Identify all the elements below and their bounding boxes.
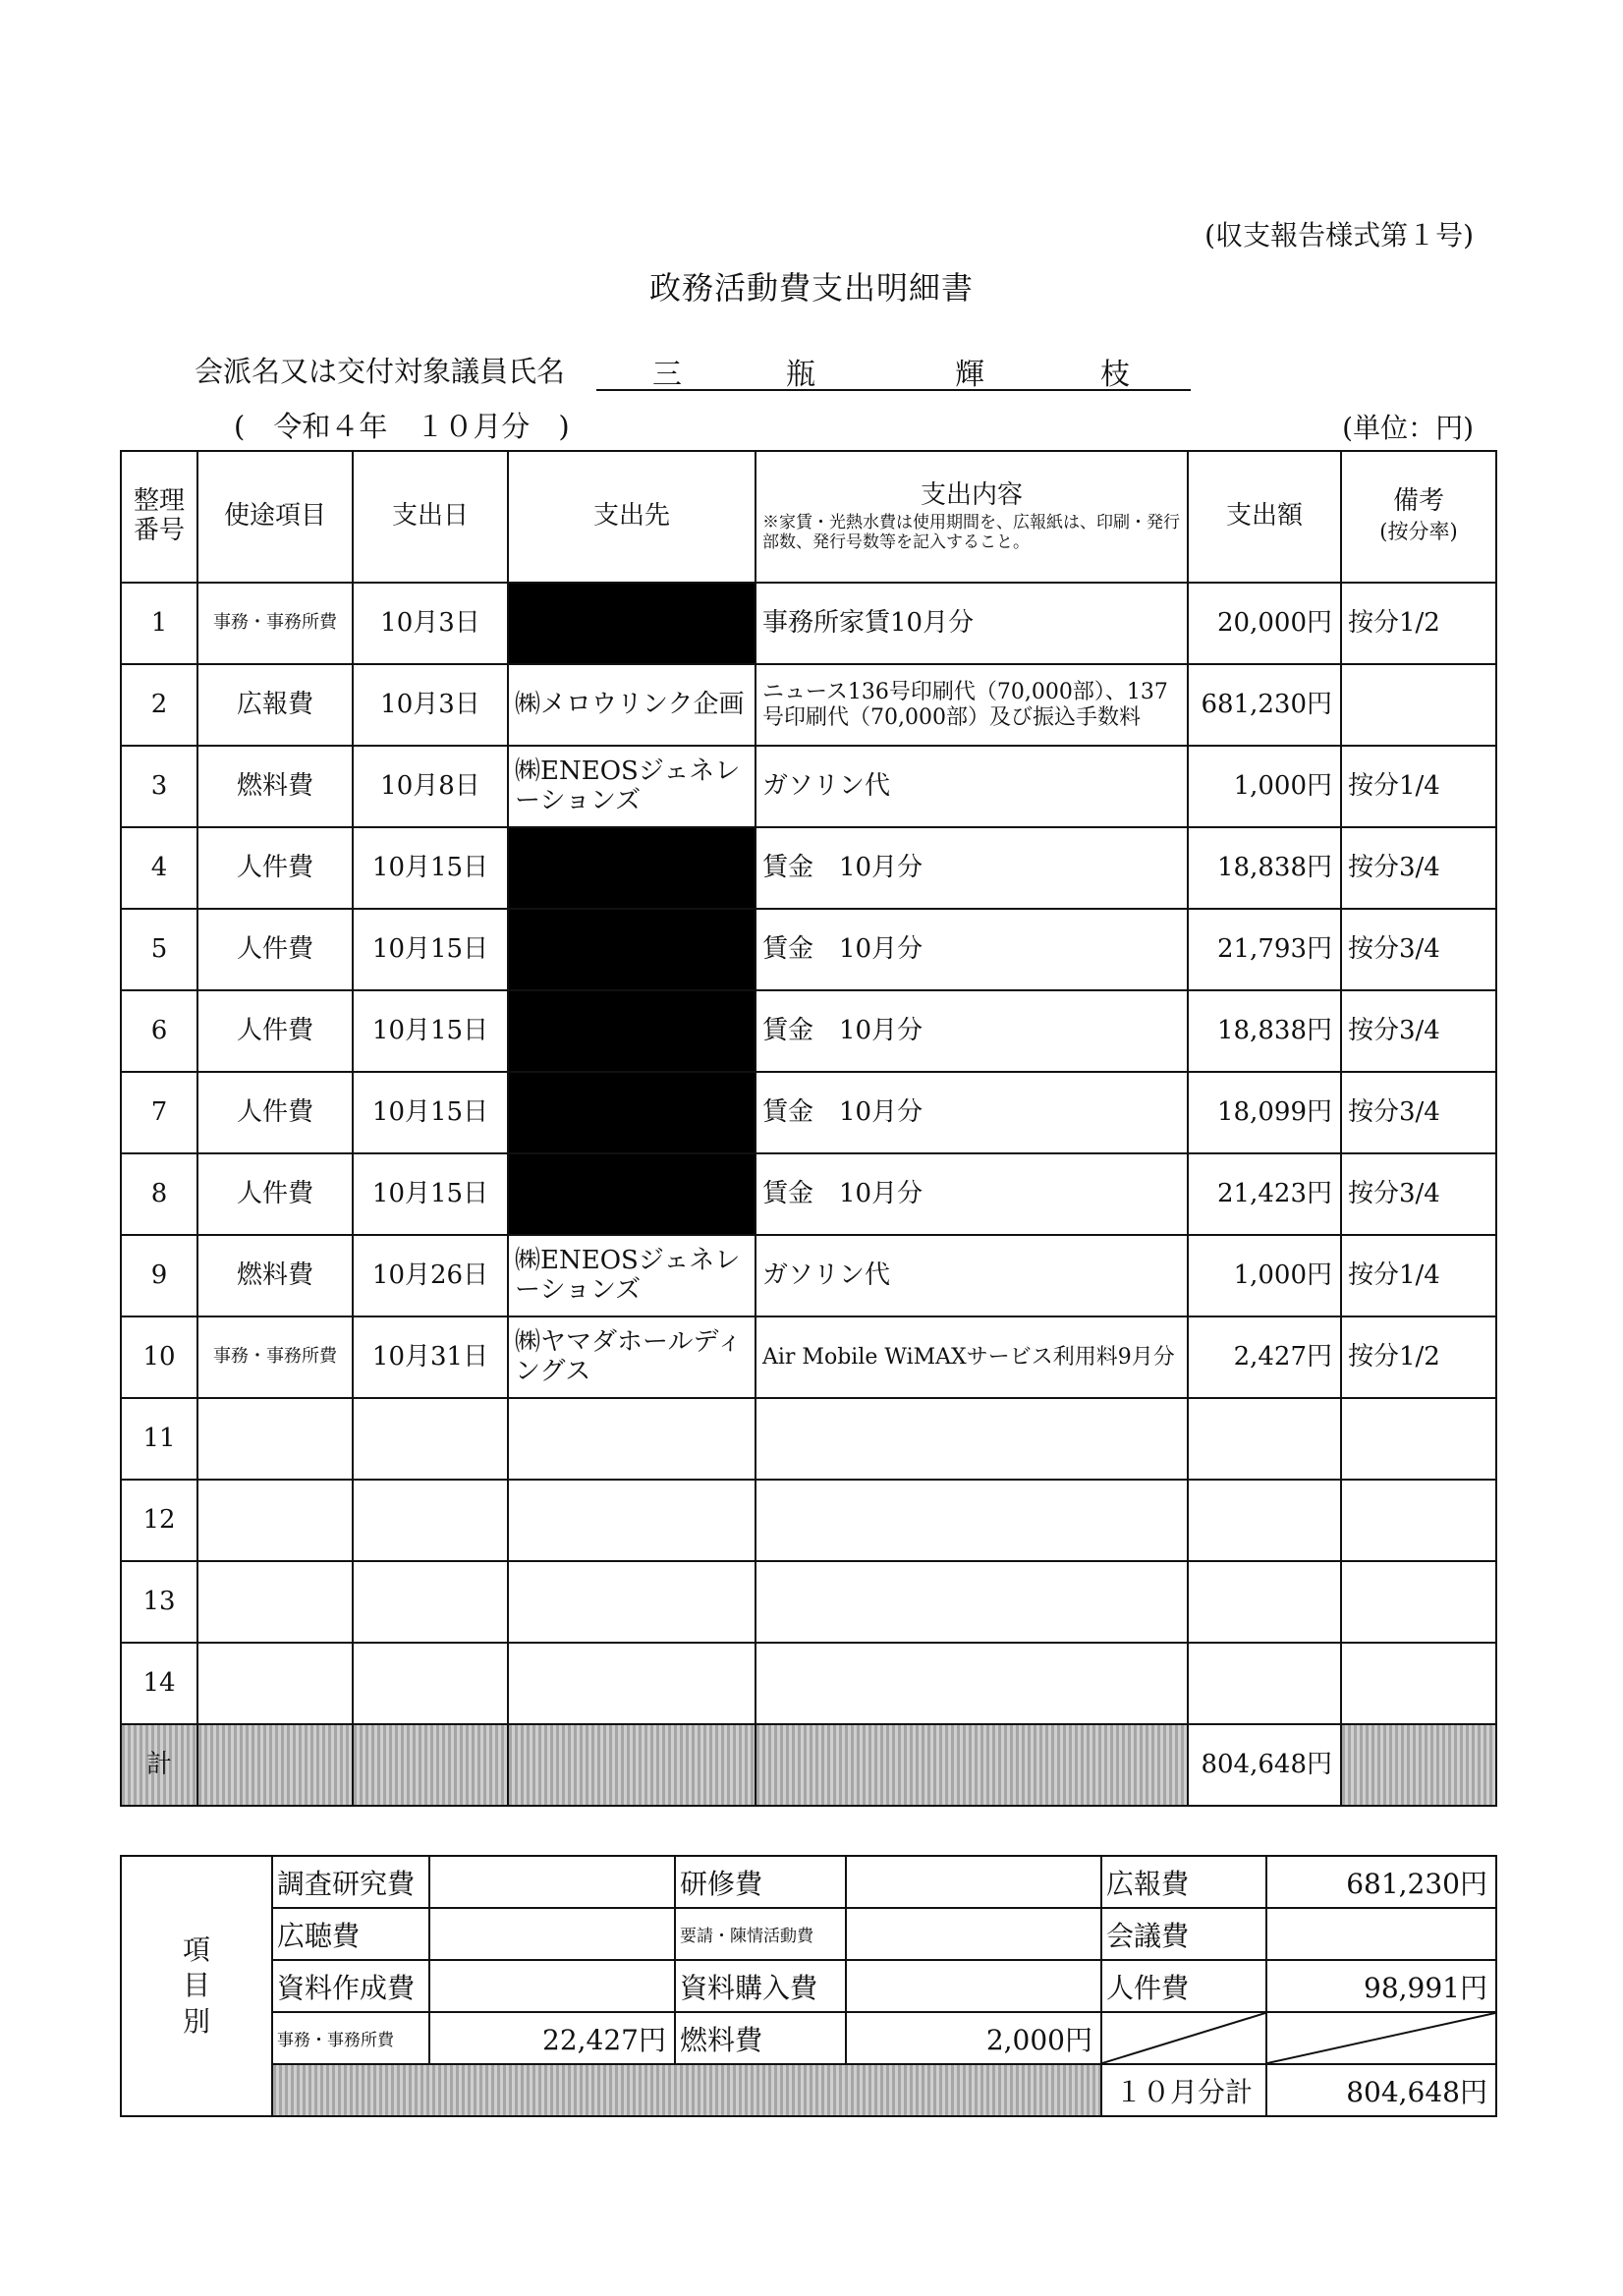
header-content: 支出内容 ※家賃・光熱水費は使用期間を、広報紙は、印刷・発行部数、発行号数等を記入すること。 (756, 451, 1188, 583)
row-number: 10 (121, 1316, 197, 1398)
row-amount (1188, 1561, 1341, 1643)
row-date: 10月31日 (353, 1316, 508, 1398)
summary-slash-cell (1266, 2012, 1496, 2064)
summary-month-total-value: 804,648円 (1266, 2064, 1496, 2116)
row-content: 事務所家賃10月分 (756, 583, 1188, 664)
member-name-char: 輝 (955, 358, 984, 392)
row-remarks: 按分3/4 (1341, 1153, 1496, 1235)
row-amount (1188, 1480, 1341, 1561)
header-row (121, 451, 1496, 583)
row-category: 事務・事務所費 (197, 1316, 353, 1398)
row-remarks: 按分1/2 (1341, 1316, 1496, 1398)
shaded-cell (353, 1724, 508, 1806)
row-payee (508, 1480, 756, 1561)
row-content: 賃金 10月分 (756, 827, 1188, 909)
row-category: 人件費 (197, 827, 353, 909)
summary-meeting-value (1266, 1908, 1496, 1960)
row-date (353, 1561, 508, 1643)
summary-research-value (429, 1856, 675, 1908)
row-date: 10月15日 (353, 909, 508, 990)
member-name-underline (596, 389, 1191, 391)
row-category: 人件費 (197, 909, 353, 990)
summary-pr-value: 681,230円 (1266, 1856, 1496, 1908)
row-date: 10月15日 (353, 827, 508, 909)
summary-office-label: 事務・事務所費 (272, 2012, 429, 2064)
summary-research-label: 調査研究費 (272, 1856, 429, 1908)
table-row (121, 1643, 1496, 1724)
expense-table (120, 450, 1497, 1807)
redacted-payee (508, 1072, 756, 1153)
total-row (121, 1724, 1496, 1806)
summary-materials-buy-label: 資料購入費 (675, 1960, 846, 2012)
row-amount: 18,838円 (1188, 990, 1341, 1072)
row-date (353, 1643, 508, 1724)
summary-pr-label: 広報費 (1101, 1856, 1266, 1908)
member-label: 会派名又は交付対象議員氏名 (195, 355, 566, 388)
shaded-cell (756, 1724, 1188, 1806)
row-category: 燃料費 (197, 1235, 353, 1316)
summary-personnel-label: 人件費 (1101, 1960, 1266, 2012)
row-category: 人件費 (197, 990, 353, 1072)
table-row (121, 1480, 1496, 1561)
table-row (121, 827, 1496, 909)
row-remarks: 按分3/4 (1341, 827, 1496, 909)
row-number: 6 (121, 990, 197, 1072)
header-amount: 支出額 (1188, 451, 1341, 583)
member-name-char: 瓶 (786, 358, 815, 392)
redacted-payee (508, 827, 756, 909)
row-category: 事務・事務所費 (197, 583, 353, 664)
row-number: 8 (121, 1153, 197, 1235)
row-number: 1 (121, 583, 197, 664)
row-date: 10月15日 (353, 1072, 508, 1153)
row-category (197, 1398, 353, 1480)
row-content: ニュース136号印刷代（70,000部）、137号印刷代（70,000部）及び振込手数料 (756, 664, 1188, 746)
row-date: 10月15日 (353, 1153, 508, 1235)
table-row (121, 583, 1496, 664)
row-payee (508, 1398, 756, 1480)
summary-meeting-label: 会議費 (1101, 1908, 1266, 1960)
row-number: 12 (121, 1480, 197, 1561)
header-payee: 支出先 (508, 451, 756, 583)
row-date (353, 1398, 508, 1480)
redacted-payee (508, 909, 756, 990)
period: ( 令和４年 １０月分 ) (234, 410, 570, 443)
row-remarks (1341, 1561, 1496, 1643)
row-payee: ㈱ヤマダホールディングス (508, 1316, 756, 1398)
table-row (121, 664, 1496, 746)
redacted-payee (508, 990, 756, 1072)
row-payee (508, 1643, 756, 1724)
member-name-char: 三 (652, 358, 682, 392)
redacted-payee (508, 1153, 756, 1235)
shaded-cell (197, 1724, 353, 1806)
row-content: ガソリン代 (756, 1235, 1188, 1316)
summary-petition-value (846, 1908, 1101, 1960)
row-category (197, 1480, 353, 1561)
summary-materials-buy-value (846, 1960, 1101, 2012)
document-title: 政務活動費支出明細書 (648, 269, 974, 307)
row-amount (1188, 1643, 1341, 1724)
row-remarks (1341, 1398, 1496, 1480)
row-remarks: 按分3/4 (1341, 990, 1496, 1072)
summary-shaded-cell (272, 2064, 1101, 2116)
row-remarks (1341, 1480, 1496, 1561)
row-category: 人件費 (197, 1072, 353, 1153)
row-payee: ㈱ENEOSジェネレーションズ (508, 746, 756, 827)
row-remarks: 按分3/4 (1341, 909, 1496, 990)
summary-by-category (120, 1855, 1497, 2117)
row-category (197, 1643, 353, 1724)
row-date: 10月15日 (353, 990, 508, 1072)
row-number: 3 (121, 746, 197, 827)
row-amount: 20,000円 (1188, 583, 1341, 664)
summary-materials-make-value (429, 1960, 675, 2012)
row-content: 賃金 10月分 (756, 1153, 1188, 1235)
summary-hearing-label: 広聴費 (272, 1908, 429, 1960)
row-number: 7 (121, 1072, 197, 1153)
total-label: 計 (121, 1724, 197, 1806)
row-number: 9 (121, 1235, 197, 1316)
summary-petition-label: 要請・陳情活動費 (675, 1908, 846, 1960)
row-date: 10月3日 (353, 583, 508, 664)
table-row (121, 1316, 1496, 1398)
header-no: 整理 番号 (121, 451, 197, 583)
header-date: 支出日 (353, 451, 508, 583)
table-row (121, 746, 1496, 827)
row-amount: 681,230円 (1188, 664, 1341, 746)
summary-month-total-label: １０月分計 (1101, 2064, 1266, 2116)
row-number: 2 (121, 664, 197, 746)
row-remarks: 按分1/4 (1341, 1235, 1496, 1316)
summary-office-value: 22,427円 (429, 2012, 675, 2064)
summary-materials-make-label: 資料作成費 (272, 1960, 429, 2012)
form-number: (収支報告様式第１号) (1204, 219, 1474, 252)
summary-hearing-value (429, 1908, 675, 1960)
redacted-payee (508, 583, 756, 664)
row-date: 10月8日 (353, 746, 508, 827)
table-row (121, 909, 1496, 990)
shaded-cell (508, 1724, 756, 1806)
row-payee: ㈱メロウリンク企画 (508, 664, 756, 746)
table-row (121, 990, 1496, 1072)
row-number: 5 (121, 909, 197, 990)
summary-outer-label: 項 目 別 (121, 1856, 272, 2116)
row-date: 10月26日 (353, 1235, 508, 1316)
row-category (197, 1561, 353, 1643)
row-amount: 2,427円 (1188, 1316, 1341, 1398)
row-remarks: 按分1/4 (1341, 746, 1496, 827)
header-category: 使途項目 (197, 451, 353, 583)
table-row (121, 1398, 1496, 1480)
row-amount: 1,000円 (1188, 746, 1341, 827)
row-content: 賃金 10月分 (756, 990, 1188, 1072)
row-content (756, 1480, 1188, 1561)
row-remarks: 按分1/2 (1341, 583, 1496, 664)
summary-training-value (846, 1856, 1101, 1908)
row-payee (508, 1561, 756, 1643)
row-content (756, 1398, 1188, 1480)
row-content (756, 1561, 1188, 1643)
total-amount: 804,648円 (1188, 1724, 1341, 1806)
row-number: 14 (121, 1643, 197, 1724)
row-amount: 21,423円 (1188, 1153, 1341, 1235)
row-content: Air Mobile WiMAXサービス利用料9月分 (756, 1316, 1188, 1398)
row-payee: ㈱ENEOSジェネレーションズ (508, 1235, 756, 1316)
row-category: 人件費 (197, 1153, 353, 1235)
table-row (121, 1072, 1496, 1153)
row-content: 賃金 10月分 (756, 909, 1188, 990)
table-row (121, 1235, 1496, 1316)
row-date (353, 1480, 508, 1561)
header-remarks: 備考 (按分率) (1341, 451, 1496, 583)
summary-training-label: 研修費 (675, 1856, 846, 1908)
row-category: 燃料費 (197, 746, 353, 827)
summary-personnel-value: 98,991円 (1266, 1960, 1496, 2012)
row-amount: 21,793円 (1188, 909, 1341, 990)
row-amount: 1,000円 (1188, 1235, 1341, 1316)
row-amount (1188, 1398, 1341, 1480)
row-number: 13 (121, 1561, 197, 1643)
shaded-cell (1341, 1724, 1496, 1806)
row-amount: 18,838円 (1188, 827, 1341, 909)
table-row (121, 1153, 1496, 1235)
table-row (121, 1561, 1496, 1643)
row-content: ガソリン代 (756, 746, 1188, 827)
member-name-char: 枝 (1100, 358, 1130, 392)
row-number: 11 (121, 1398, 197, 1480)
unit-label: (単位：円) (1342, 412, 1474, 444)
row-content (756, 1643, 1188, 1724)
row-number: 4 (121, 827, 197, 909)
row-amount: 18,099円 (1188, 1072, 1341, 1153)
row-content: 賃金 10月分 (756, 1072, 1188, 1153)
row-remarks (1341, 664, 1496, 746)
row-remarks (1341, 1643, 1496, 1724)
summary-fuel-value: 2,000円 (846, 2012, 1101, 2064)
row-date: 10月3日 (353, 664, 508, 746)
row-remarks: 按分3/4 (1341, 1072, 1496, 1153)
summary-slash-cell (1101, 2012, 1266, 2064)
summary-fuel-label: 燃料費 (675, 2012, 846, 2064)
row-category: 広報費 (197, 664, 353, 746)
